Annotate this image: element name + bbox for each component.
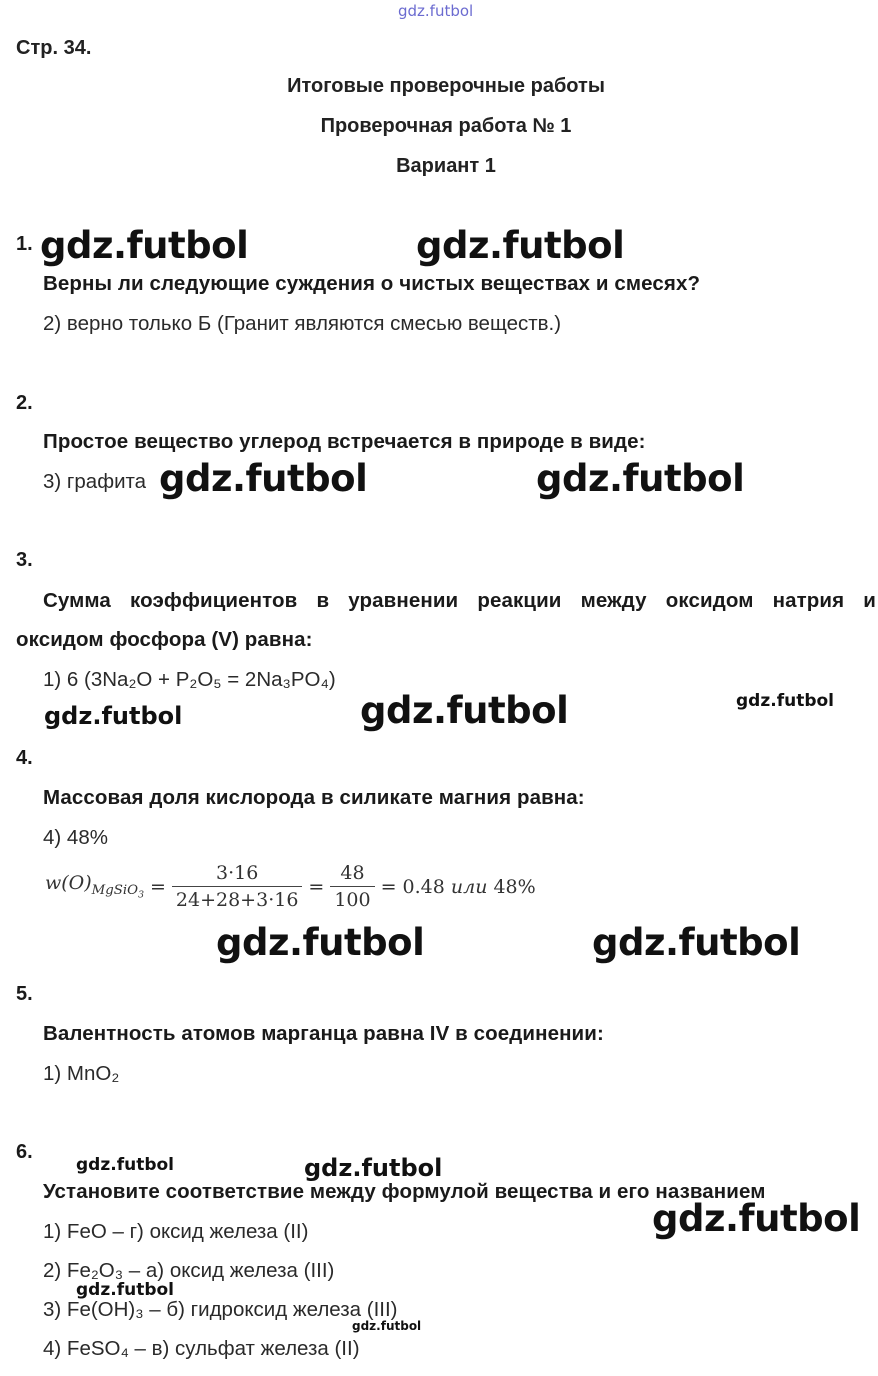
formula-fraction-2: $\frac{48}{100}$: [330, 862, 374, 911]
watermark: gdz.futbol: [159, 457, 368, 500]
question-text-6: Установите соответствие между формулой вещества и его названием: [43, 1180, 766, 1203]
question-text-4: Массовая доля кислорода в силикате магния равна:: [43, 786, 585, 809]
question-number-5: 5.: [16, 983, 33, 1005]
watermark: gdz.futbol: [536, 457, 745, 500]
watermark: gdz.futbol: [360, 689, 569, 732]
answer-text-2: 3) графита: [43, 470, 147, 493]
watermark: gdz.futbol: [652, 1197, 861, 1240]
answer-text-1: 2) верно только Б (Гранит являются смесью веществ.): [43, 312, 562, 335]
question-text-3-line2: оксидом фосфора (V) равна:: [16, 628, 313, 651]
question-number-4: 4.: [16, 747, 33, 769]
watermark: gdz.futbol: [40, 224, 249, 267]
formula-percent: 48%: [493, 875, 536, 898]
watermark: gdz.futbol: [736, 691, 834, 711]
watermark: gdz.futbol: [416, 224, 625, 267]
watermark: gdz.futbol: [304, 1154, 443, 1182]
formula-or: или: [450, 875, 488, 898]
answer-text-6-2: 2) Fe₂O₃ – а) оксид железа (III): [43, 1259, 335, 1282]
question-text-5: Валентность атомов марганца равна IV в соединении:: [43, 1022, 604, 1045]
watermark: gdz.futbol: [352, 1319, 422, 1333]
question-text-2: Простое вещество углерод встречается в природе в виде:: [43, 430, 646, 453]
top-watermark: gdz.futbol: [398, 2, 474, 20]
question-number-6: 6.: [16, 1141, 33, 1163]
watermark: gdz.futbol: [216, 921, 425, 964]
mass-fraction-formula: $w(O)_{MgSiO_3}$ = $\frac{3\cdot 16}{24+28+3\cdot 16}$ = $\frac{48}{100}$ = 0.48 или 48%: [45, 862, 536, 911]
title-variant: Вариант 1: [396, 155, 496, 177]
question-text-3-line1: Сумма коэффициентов в уравнении реакции между оксидом натрия и: [43, 589, 876, 612]
answer-text-6-4: 4) FeSO₄ – в) сульфат железа (II): [43, 1337, 360, 1360]
watermark: gdz.futbol: [76, 1280, 174, 1300]
answer-text-4: 4) 48%: [43, 826, 108, 849]
page-label: Стр. 34.: [16, 37, 92, 59]
title-test-1: Проверочная работа № 1: [320, 115, 572, 137]
answer-text-6-3: 3) Fe(OH)₃ – б) гидроксид железа (III): [43, 1298, 398, 1321]
answer-text-3: 1) 6 (3Na₂O + P₂O₅ = 2Na₃PO₄): [43, 668, 336, 691]
question-number-3: 3.: [16, 549, 33, 571]
watermark: gdz.futbol: [76, 1155, 174, 1175]
answer-text-6-1: 1) FeO – г) оксид железа (II): [43, 1220, 309, 1243]
question-number-2: 2.: [16, 392, 33, 414]
question-number-1: 1.: [16, 233, 33, 255]
watermark: gdz.futbol: [44, 702, 183, 730]
question-text-1: Верны ли следующие суждения о чистых веществах и смесях?: [43, 272, 701, 295]
watermark: gdz.futbol: [592, 921, 801, 964]
formula-fraction-1: $\frac{3\cdot 16}{24+28+3\cdot 16}$: [172, 862, 303, 911]
answer-text-5: 1) MnO₂: [43, 1062, 120, 1085]
formula-result: = 0.48: [380, 875, 445, 898]
formula-lhs: $w(O)_{MgSiO_3}$: [45, 872, 144, 901]
title-final-tests: Итоговые проверочные работы: [287, 75, 605, 97]
